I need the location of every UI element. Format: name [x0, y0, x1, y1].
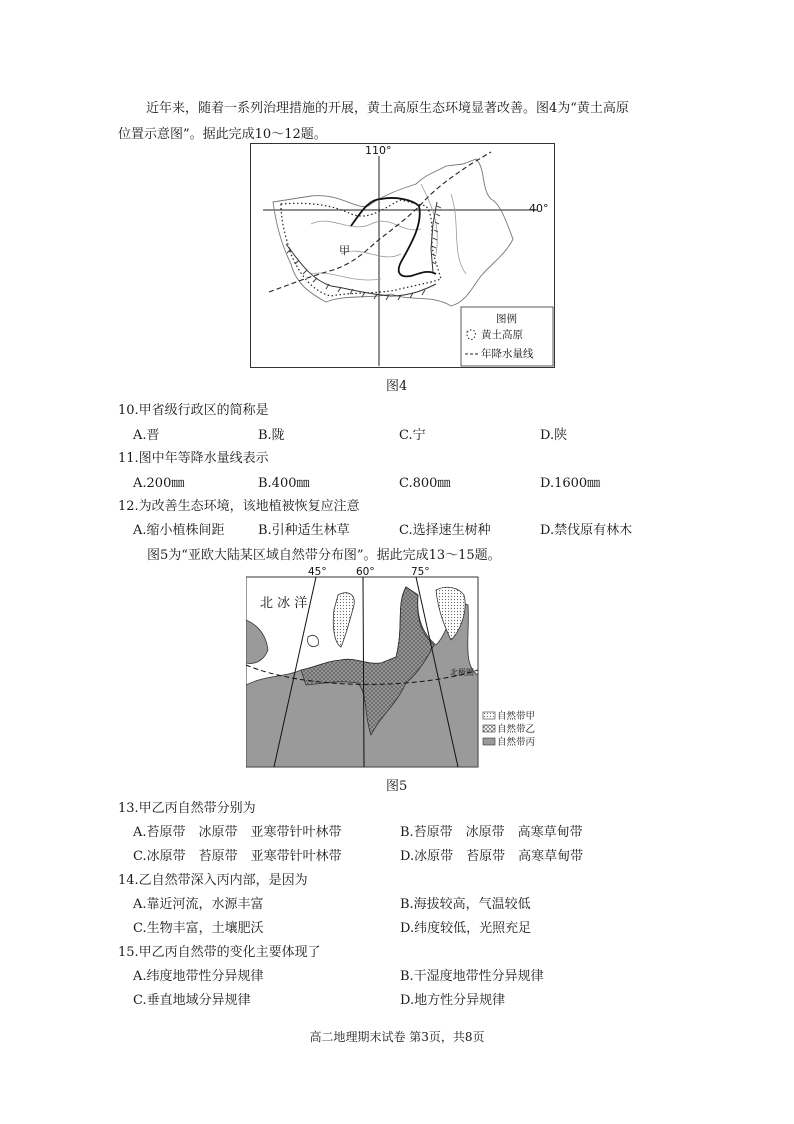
- legend-jia-symbol: [483, 712, 495, 719]
- lon-75-label: 75°: [411, 566, 430, 578]
- q14-option-b[interactable]: B.海拔较高，气温较低: [400, 897, 531, 912]
- q11-option-b[interactable]: B.400㎜: [258, 476, 310, 491]
- legend-yi-label: 自然带乙: [497, 724, 536, 735]
- intro-line-1: 近年来，随着一系列治理措施的开展，黄土高原生态环境显著改善。图4为“黄土高原: [146, 101, 629, 116]
- q15-option-d[interactable]: D.地方性分异规律: [400, 993, 506, 1008]
- q14-option-a[interactable]: A.靠近河流，水源丰富: [133, 897, 264, 912]
- figure-4-caption: 图4: [386, 379, 408, 394]
- legend-isohyet-label: 年降水量线: [481, 348, 534, 360]
- loess-plateau-outline: [281, 200, 441, 296]
- q10-option-d[interactable]: D.陕: [540, 428, 568, 443]
- page-footer: 高二地理期末试卷 第3页，共8页: [309, 1030, 485, 1044]
- q10-option-c[interactable]: C.宁: [399, 428, 426, 443]
- legend-jia-label: 自然带甲: [497, 711, 536, 722]
- legend-bing-label: 自然带丙: [497, 737, 536, 748]
- figure-5-caption: 图5: [386, 779, 408, 794]
- arctic-circle-label: 北极圈: [450, 668, 474, 677]
- intro-line-2: 位置示意图”。据此完成10～12题。: [118, 127, 327, 142]
- intro-paragraph-1: [118, 96, 678, 148]
- question-11: [118, 447, 269, 466]
- question-11-stem: 11.图中年等降水量线表示: [118, 451, 269, 466]
- q11-option-d[interactable]: D.1600㎜: [540, 476, 601, 491]
- legend-loess-label: 黄土高原: [481, 329, 523, 341]
- q14-option-d[interactable]: D.纬度较低，光照充足: [400, 921, 532, 936]
- lon-45-label: 45°: [308, 566, 327, 578]
- legend-bing-symbol: [483, 738, 495, 745]
- q12-option-b[interactable]: B.引种适生林草: [258, 523, 350, 538]
- q13-option-d[interactable]: D.冰原带 苔原带 高寒草甸带: [400, 849, 584, 864]
- q12-option-d[interactable]: D.禁伐原有林木: [540, 523, 633, 538]
- longitude-110-label: 110°: [365, 144, 392, 157]
- q10-option-b[interactable]: B.陇: [258, 428, 285, 443]
- q11-option-a[interactable]: A.200㎜: [133, 476, 185, 491]
- q13-option-c[interactable]: C.冰原带 苔原带 亚寒带针叶林带: [133, 849, 342, 864]
- q12-option-c[interactable]: C.选择速生树种: [399, 523, 491, 538]
- figure-5-map: [246, 565, 546, 769]
- q13-option-a[interactable]: A.苔原带 冰原带 亚寒带针叶林带: [133, 825, 342, 840]
- q12-option-a[interactable]: A.缩小植株间距: [133, 523, 225, 538]
- q10-option-a[interactable]: A.晋: [133, 428, 160, 443]
- outer-region-outline: [273, 159, 513, 306]
- q11-option-c[interactable]: C.800㎜: [399, 476, 451, 491]
- eurasia-zones-map: [246, 565, 546, 769]
- figure-4-map: [250, 143, 555, 368]
- island-small: [308, 635, 319, 646]
- legend-yi-symbol: [483, 725, 495, 732]
- question-10: [118, 399, 269, 418]
- q15-option-c[interactable]: C.垂直地域分异规律: [133, 993, 251, 1008]
- question-14-stem: 14.乙自然带深入丙内部，是因为: [118, 873, 308, 888]
- question-12: [118, 495, 360, 514]
- q14-option-c[interactable]: C.生物丰富，土壤肥沃: [133, 921, 264, 936]
- question-15-stem: 15.甲乙丙自然带的变化主要体现了: [118, 945, 321, 960]
- lon-60-label: 60°: [356, 566, 375, 578]
- arctic-ocean-label: 北 冰 洋: [260, 596, 308, 611]
- latitude-40-label: 40°: [529, 202, 549, 215]
- q13-option-b[interactable]: B.苔原带 冰原带 高寒草甸带: [400, 825, 583, 840]
- point-jia-label: 甲: [339, 244, 350, 257]
- isohyet-line: [269, 152, 491, 292]
- intro-paragraph-2: 图5为“亚欧大陆某区域自然带分布图”。据此完成13～15题。: [147, 548, 501, 563]
- question-12-stem: 12.为改善生态环境，该地植被恢复应注意: [118, 499, 360, 514]
- legend-title: 图例: [496, 313, 517, 325]
- q15-option-b[interactable]: B.干湿度地带性分异规律: [400, 969, 544, 984]
- question-10-stem: 10.甲省级行政区的简称是: [118, 403, 269, 418]
- q15-option-a[interactable]: A.纬度地带性分异规律: [133, 969, 264, 984]
- question-13-stem: 13.甲乙丙自然带分别为: [118, 801, 256, 816]
- loess-plateau-map: [251, 144, 554, 367]
